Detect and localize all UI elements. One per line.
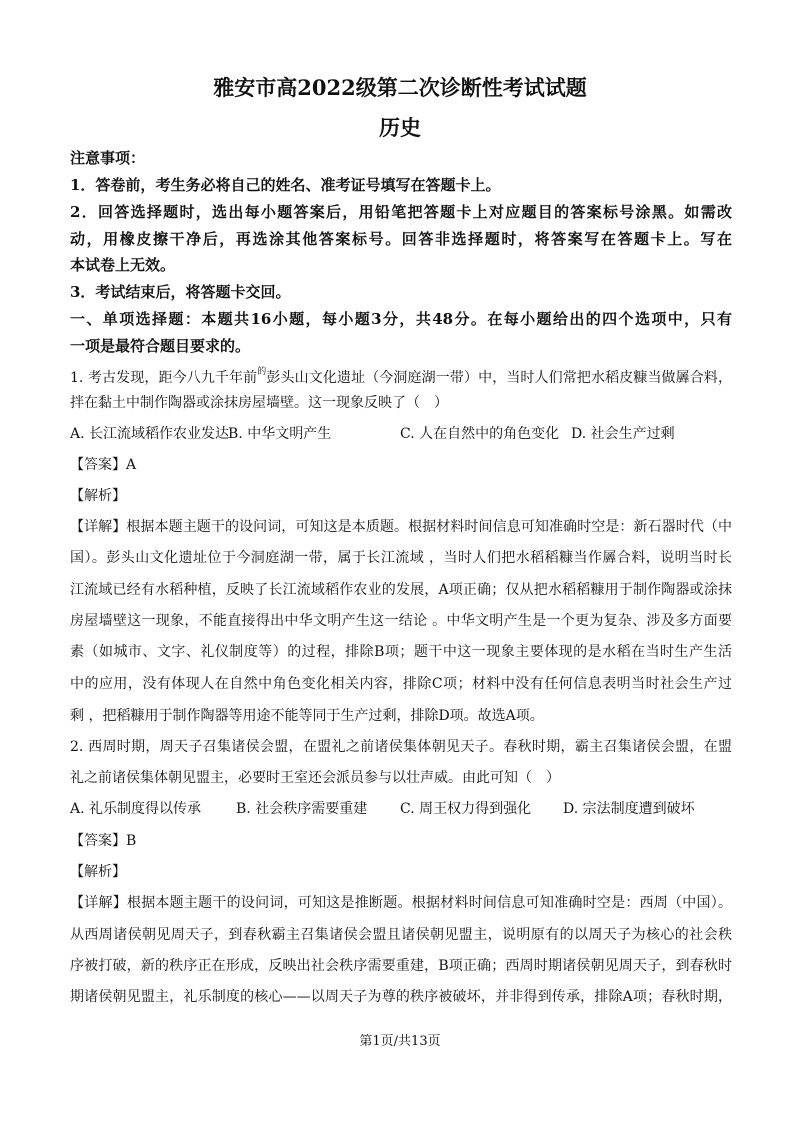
notice-line: 3．考试结束后，将答题卡交回。 xyxy=(70,283,291,301)
stem-text: 1. 考古发现，距今八九千年前 xyxy=(70,370,258,386)
option-d: D. 宗法制度遭到破坏 xyxy=(563,801,695,817)
analysis-label: 【解析】 xyxy=(70,488,126,504)
question-2-stem: 2. 西周时期，周天子召集诸侯会盟，在盟礼之前诸侯集体朝见天子。春秋时期，霸主召集诸侯会盟，在盟 xyxy=(70,739,732,755)
notice-line: 1．答卷前，考生务必将自己的姓名、准考证号填写在答题卡上。 xyxy=(70,176,501,194)
detail-line: 【详解】根据本题主题干的设问词，可知这是本质题。根据材料时间信息可知准确时空是：新石器时代（中 xyxy=(70,519,732,535)
analysis-label: 【解析】 xyxy=(70,864,126,880)
question-1-stem: 拌在黏土中制作陶器或涂抹房屋墙壁。这一现象反映了（ ） xyxy=(70,395,448,411)
stem-superscript: 的 xyxy=(257,367,267,377)
section-heading: 一项是最符合题目要求的。 xyxy=(70,337,251,355)
notice-line: 动，用橡皮擦干净后，再选涂其他答案标号。回答非选择题时，将答案写在答题卡上。写在 xyxy=(70,230,732,248)
question-2-stem: 礼之前诸侯集体朝见盟主，必要时王室还会派员参与以壮声威。由此可知（ ） xyxy=(70,770,560,786)
notice-line: 2．回答选择题时，选出每小题答案后，用铅笔把答题卡上对应题目的答案标号涂黑。如需改 xyxy=(70,203,732,221)
detail-line: 江流域已经有水稻种植，反映了长江流域稻作农业的发展，A项正确；仅从把水稻稻糠用于制作陶器或涂抹 xyxy=(70,582,732,598)
stem-text: 彭头山文化遗址（今洞庭湖一带）中，当时人们常把水稻皮糠当做羼合料， xyxy=(266,370,733,386)
detail-line: 素（如城市、文字、礼仪制度等）的过程，排除B项；题干中这一现象主要体现的是水稻在当时生产生活 xyxy=(70,644,732,660)
section-heading: 一、单项选择题：本题共16小题，每小题3分，共48分。在每小题给出的四个选项中，只有 xyxy=(70,310,732,328)
detail-line: 中的应用，没有体现人在自然中角色变化相关内容，排除C项；材料中没有任何信息表明当时社会生产过 xyxy=(70,676,732,692)
page-number: 第1页/共13页 xyxy=(359,1034,441,1049)
document-title: 雅安市高2022级第二次诊断性考试试题 xyxy=(213,75,587,100)
detail-line: 从西周诸侯朝见周天子，到春秋霸主召集诸侯会盟且诸侯朝见盟主，说明原有的以周天子为核心的社会秩 xyxy=(70,927,732,943)
answer: 【答案】A xyxy=(70,457,137,473)
detail-line: 【详解】根据本题主题干的设问词，可知这是推断题。根据材料时间信息可知准确时空是：西周（中国）。 xyxy=(70,895,732,911)
notice-heading: 注意事项： xyxy=(70,149,146,167)
notice-line: 本试卷上无效。 xyxy=(70,256,176,274)
option-c: C. 周王权力得到强化 xyxy=(400,801,532,817)
detail-line: 序被打破，新的秩序正在形成，反映出社会秩序需要重建，B项正确；西周时期诸侯朝见周天子，到春秋时 xyxy=(70,958,732,974)
option-a: A. 长江流域稻作农业发达 xyxy=(70,426,230,442)
option-b: B. 中华文明产生 xyxy=(228,426,332,442)
option-b: B. 社会秩序需要重建 xyxy=(236,801,368,817)
detail-line: 剩 ，把稻糠用于制作陶器等用途不能等同于生产过剩，排除D项。故选A项。 xyxy=(70,708,544,724)
detail-line: 期诸侯朝见盟主，礼乐制度的核心——以周天子为尊的秩序被破坏，并非得到传承，排除A项；春秋时期， xyxy=(70,989,732,1005)
subject-title: 历史 xyxy=(379,115,421,140)
detail-line: 房屋墙壁这一现象，不能直接得出中华文明产生这一结论 。中华文明产生是一个更为复杂、涉及多方面要 xyxy=(70,613,732,629)
option-c: C. 人在自然中的角色变化 xyxy=(400,426,560,442)
option-d: D. 社会生产过剩 xyxy=(571,426,675,442)
answer: 【答案】B xyxy=(70,833,137,849)
option-a: A. 礼乐制度得以传承 xyxy=(70,801,202,817)
question-1-stem xyxy=(70,362,732,388)
detail-line: 国）。彭头山文化遗址位于今洞庭湖一带，属于长江流域 ，当时人们把水稻稻糠当作羼合料，说明当时长 xyxy=(70,550,732,566)
